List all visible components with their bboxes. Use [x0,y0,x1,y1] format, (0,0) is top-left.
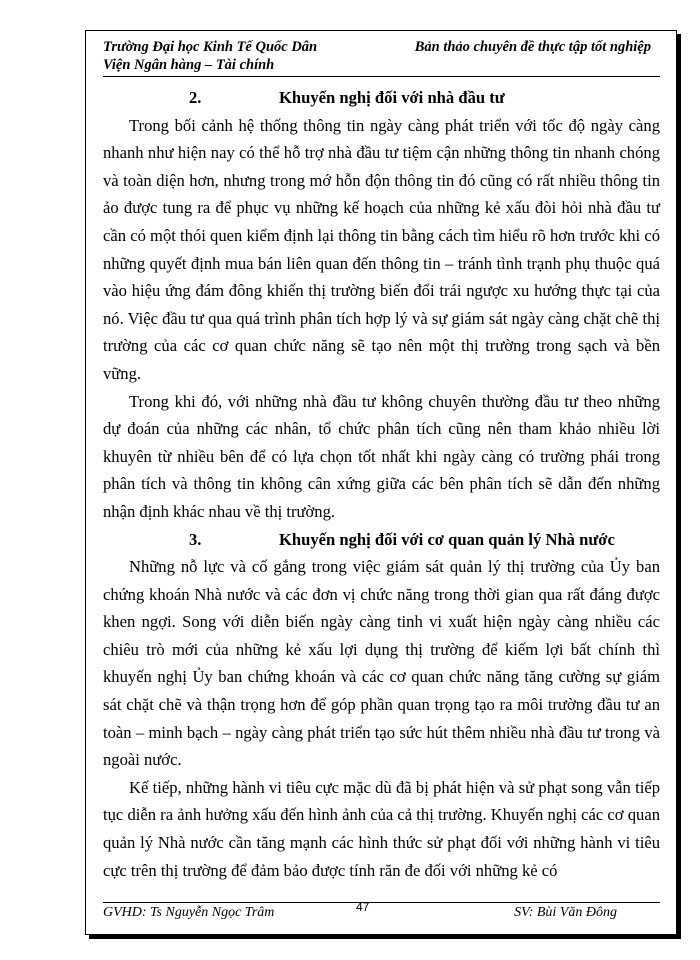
footer-student: SV: Bùi Văn Đông [514,905,617,920]
page-number: 47 [356,900,370,914]
paragraph: Những nỗ lực và cố gắng trong việc giám sát quản lý thị trường của Ủy ban chứng khoán Nhà nước và các đơn vị chức năng trong thời gian qua rất đáng được khen ngợi. Song với diễn biến ngày càng tinh vi xuất hiện ngày càng nhiều các chiêu trò mới của những kẻ xấu lợi dụng thị trường để kiếm lợi bất chính thì khuyến nghị Ủy ban chứng khoán và các cơ quan chức năng tăng cường sự giám sát chặt chẽ và thận trọng hơn để góp phần quan trọng tạo ra môi trường đầu tư an toàn – minh bạch – ngày càng phát triển tạo sức hút thêm nhiều nhà đầu tư trong và ngoài nước. [103,557,660,770]
paragraph: Trong khi đó, với những nhà đầu tư không chuyên thường đầu tư theo những dự đoán của những các nhân, tổ chức phân tích cũng nên tham khảo nhiều lời khuyên từ nhiều bên để có lựa chọn tốt nhất khi ngày càng có trường phái trong phân tích và thông tin không cân xứng giữa các bên phân tích sẽ dẫn đến những nhận định khác nhau về thị trường. [103,391,660,521]
page-header [103,38,677,74]
footer-rule [103,902,660,903]
header-document-title: Bản thảo chuyên đề thực tập tốt nghiệp [414,39,651,55]
section-number: 3. [189,529,202,549]
header-institute: Viện Ngân hàng – Tài chính [103,57,275,73]
section-heading [103,526,660,554]
paragraph: Kế tiếp, những hành vi tiêu cực mặc dù đã bị phát hiện và sử phạt song vẫn tiếp tục diễn ra ảnh hưởng xấu đến hình ảnh của cả thị trường. Khuyến nghị các cơ quan quản lý Nhà nước cần tăng mạnh các hình thức sử phạt đối với những hành vi tiêu cực trên thị trường để đảm bảo được tính răn đe đối với những kẻ có [103,777,660,880]
section-heading [103,84,660,112]
header-rule [103,76,660,77]
paragraph: Trong bối cảnh hệ thống thông tin ngày càng phát triển với tốc độ ngày càng nhanh như hiện nay có thể hỗ trợ nhà đầu tư tiệm cận những thông tin nhanh chóng và toàn diện hơn, nhưng trong mớ hỗn độn thông tin đó cũng có rất nhiều thông tin ảo được tung ra để phục vụ những kế hoạch của những kẻ xấu đòi hỏi nhà đầu tư cần có một thói quen kiểm định lại thông tin bằng cách tìm hiểu rõ hơn trước khi có những quyết định mua bán liên quan đến thông tin – tránh tình trạnh phụ thuộc quá vào hiệu ứng đám đông khiến thị trường biến đổi trái ngược xu hướng thực tại của nó. Việc đầu tư qua quá trình phân tích hợp lý và sự giám sát ngày càng chặt chẽ thị trường của các cơ quan chức năng sẽ tạo nên một thị trường trong sạch và bền vững. [103,115,660,383]
section-title: Khuyến nghị đối với cơ quan quản lý Nhà nước [279,529,615,549]
header-university: Trường Đại học Kinh Tế Quốc Dân [103,39,318,55]
page-content [103,84,660,884]
section-number: 2. [189,88,202,107]
footer-supervisor: GVHD: Ts Nguyễn Ngọc Trâm [103,905,275,920]
section-title: Khuyến nghị đối với nhà đầu tư [279,88,505,107]
